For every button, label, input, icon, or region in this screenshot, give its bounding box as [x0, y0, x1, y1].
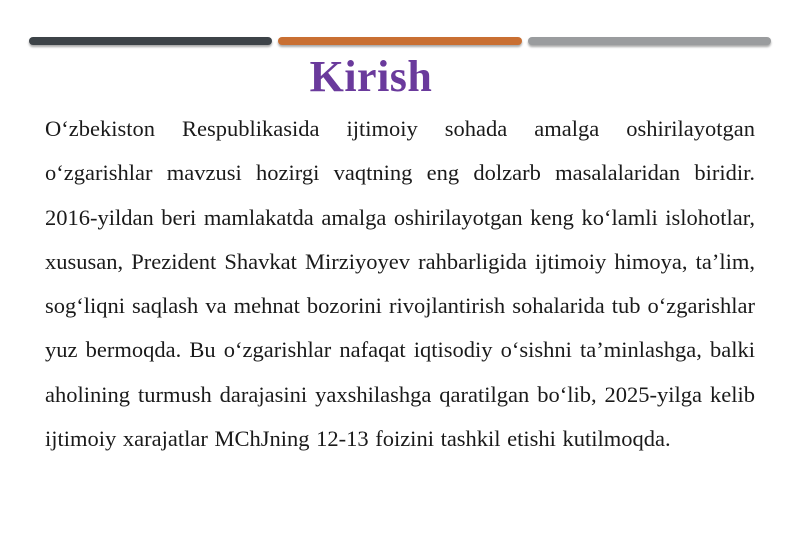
header-bar-orange	[278, 37, 522, 45]
header-bar-gray	[528, 37, 771, 45]
header-bar-dark	[29, 37, 272, 45]
slide-title: Kirish	[309, 52, 433, 101]
slide-body-text: O‘zbekiston Respublikasida ijtimoiy sohada amalga oshirilayotgan o‘zgarishlar mavzusi hozirgi vaqtning eng dolzarb masalalaridan biridir. 2016-yildan beri mamlakatda amalga oshirilayotgan keng ko‘lamli islohotlar, xususan, Prezident Shavkat Mirziyoyev rahbarligida ijtimoiy himoya, ta’lim, sog‘liqni saqlash va mehnat bozorini rivojlantirish sohalarida tub o‘zgarishlar yuz bermoqda. Bu o‘zgarishlar nafaqat iqtisodiy o‘sishni ta’minlashga, balki aholining turmush darajasini yaxshilashga qaratilgan bo‘lib, 2025-yilga kelib ijtimoiy xarajatlar MChJning 12-13 foizini tashkil etishi kutilmoqda.	[45, 116, 755, 452]
